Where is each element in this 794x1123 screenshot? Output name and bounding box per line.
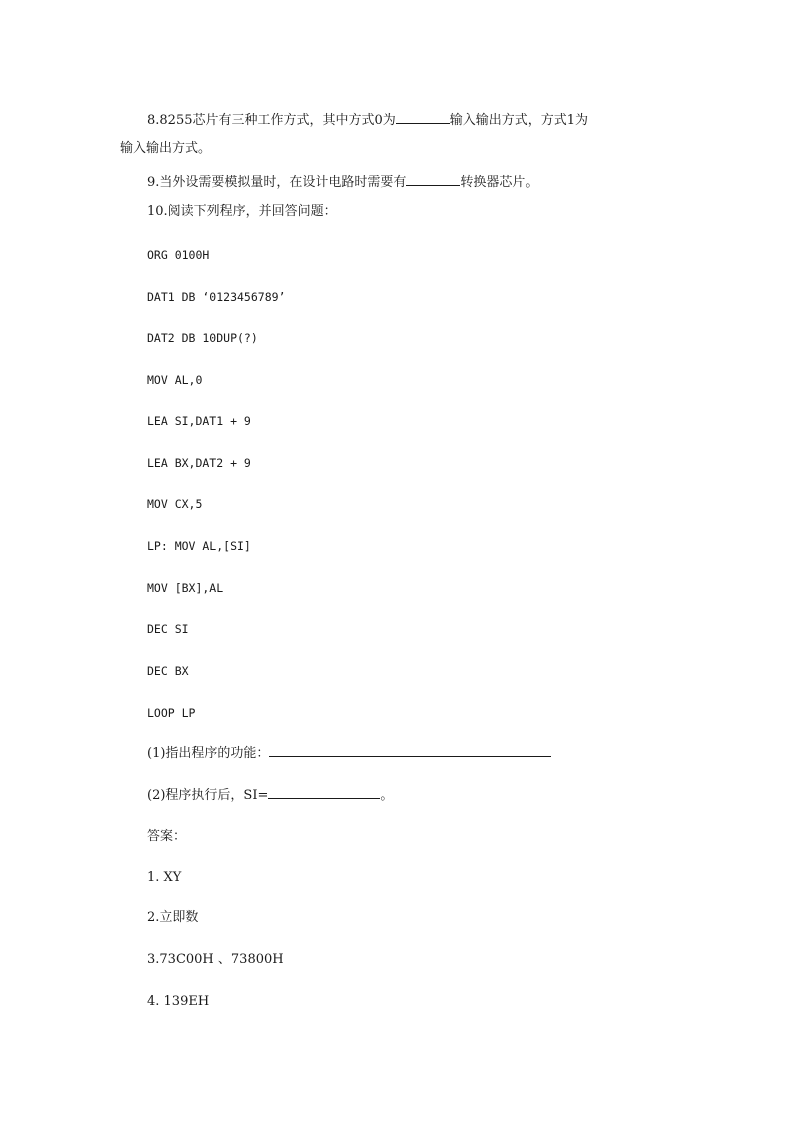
question-8-blank: [396, 112, 450, 124]
answer-item: 3.73C00H 、73800H: [147, 952, 284, 967]
code-line: MOV [BX],AL: [147, 581, 224, 595]
sub-question-2-text: (2)程序执行后，SI=: [147, 788, 269, 803]
code-line: ORG 0100H: [147, 248, 210, 262]
question-8-text-b: 输入输出方式，方式1为: [449, 113, 589, 128]
code-line: LEA SI,DAT1 + 9: [147, 414, 251, 428]
code-line: DEC SI: [147, 622, 189, 636]
code-line: MOV CX,5: [147, 497, 203, 511]
code-line: DAT2 DB 10DUP(?): [147, 331, 258, 345]
answer-item: 2.立即数: [147, 910, 199, 925]
sub-question-1-blank: [269, 745, 551, 757]
answer-item: 1. XY: [147, 870, 182, 885]
question-8-line-2: 输入输出方式。: [120, 141, 212, 156]
code-line: LOOP LP: [147, 706, 196, 720]
question-9-text-a: 9.当外设需要模拟量时，在设计电路时需要有: [147, 175, 407, 190]
code-line: DAT1 DB ‘0123456789’: [147, 290, 286, 304]
answers-heading: 答案：: [147, 829, 187, 844]
sub-question-1-text: (1)指出程序的功能：: [147, 746, 270, 761]
code-line: LP: MOV AL,[SI]: [147, 539, 251, 553]
question-9-text-b: 转换器芯片。: [460, 175, 539, 190]
question-10-prompt: 10.阅读下列程序，并回答问题：: [147, 204, 337, 219]
question-9-blank: [406, 174, 460, 186]
code-line: LEA BX,DAT2 + 9: [147, 456, 251, 470]
question-8-text-a: 8.8255芯片有三种工作方式，其中方式0为: [147, 113, 396, 128]
question-8-line-1: [147, 112, 588, 129]
sub-question-2: [147, 787, 393, 804]
code-line: MOV AL,0: [147, 373, 203, 387]
sub-question-2-end: 。: [380, 788, 394, 803]
code-line: DEC BX: [147, 664, 189, 678]
sub-question-2-blank: [268, 787, 380, 799]
question-9-line: [147, 174, 538, 191]
sub-question-1: [147, 745, 551, 762]
answer-item: 4. 139EH: [147, 994, 210, 1009]
